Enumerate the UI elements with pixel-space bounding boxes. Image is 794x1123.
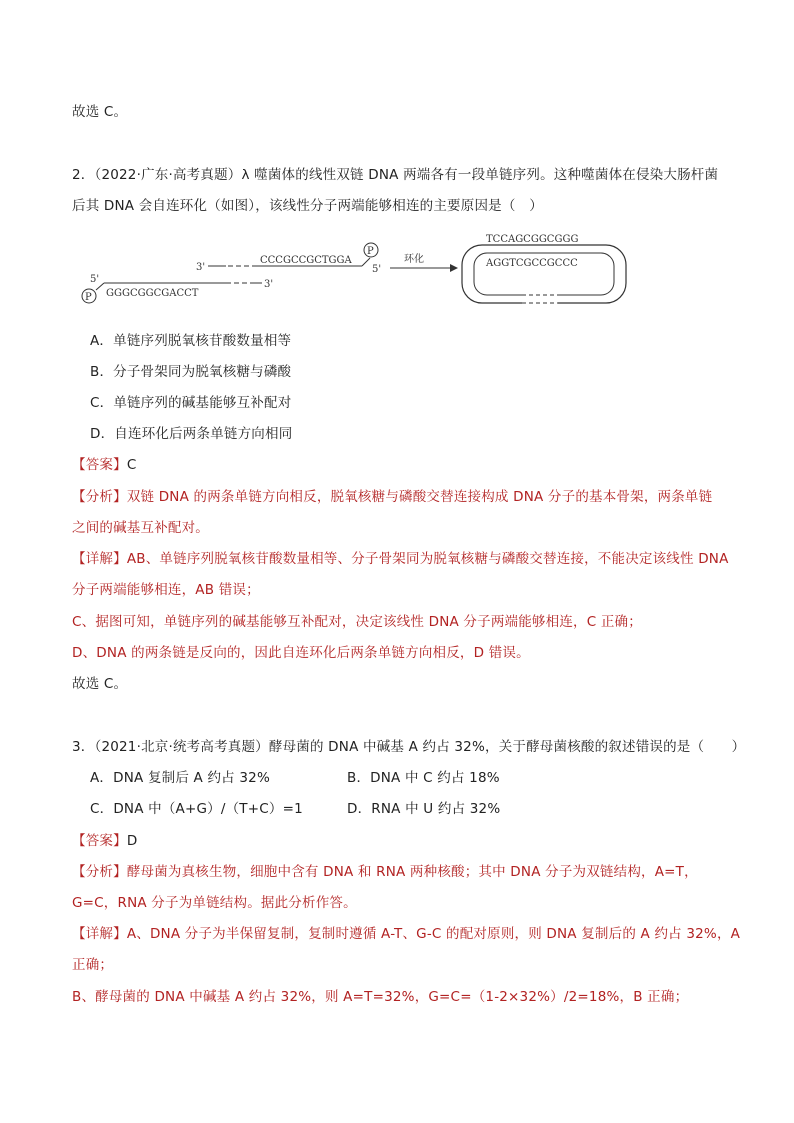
- label-5prime-left: 5': [90, 274, 100, 285]
- answer-tag: 【答案】: [72, 833, 127, 849]
- label-3prime-top: 3': [196, 262, 206, 273]
- q2-conclusion: 故选 C。: [72, 676, 128, 692]
- q3-option-d: D．RNA 中 U 约占 32%: [347, 801, 501, 817]
- q2-detail-line-1: [72, 549, 729, 569]
- arrow-label: 环化: [404, 254, 424, 265]
- q3-option-b: B．DNA 中 C 约占 18%: [347, 770, 500, 786]
- detail-text: A、DNA 分子为半保留复制，复制时遵循 A-T、G-C 的配对原则，则 DNA 复制后的 A 约占 32%，A: [126, 926, 741, 942]
- phosphate-label-right: P: [367, 246, 374, 257]
- answer-value: C: [126, 457, 137, 473]
- label-3prime-bottom: 3': [264, 279, 274, 290]
- analysis-text: 酵母菌为真核生物，细胞中含有 DNA 和 RNA 两种核酸；其中 DNA 分子为双链结构，A=T，: [126, 864, 698, 880]
- bottom-single-strand-seq: GGGCGGCGACCT: [106, 288, 199, 299]
- answer-tag: 【答案】: [72, 457, 127, 473]
- q2-detail-line-3: C、据图可知，单链序列的碱基能够互补配对，决定该线性 DNA 分子两端能够相连，C 正确；: [72, 614, 642, 630]
- q2-stem-line-2: 后其 DNA 会自连环化（如图），该线性分子两端能够相连的主要原因是（ ）: [72, 198, 543, 214]
- q2-answer: [72, 455, 136, 475]
- q2-option-d: D．自连环化后两条单链方向相同: [90, 426, 293, 442]
- q3-answer: [72, 831, 137, 851]
- analysis-text: 双链 DNA 的两条单链方向相反，脱氧核糖与磷酸交替连接构成 DNA 分子的基本骨架，两条单链: [126, 489, 713, 505]
- q3-detail-line-2: 正确；: [72, 957, 114, 973]
- cyclization-arrow: [390, 252, 458, 272]
- q2-option-a: A．单链序列脱氧核苷酸数量相等: [90, 333, 292, 349]
- q2-option-c: C．单链序列的碱基能够互补配对: [90, 395, 292, 411]
- previous-conclusion: 故选 C。: [72, 104, 128, 120]
- q2-detail-line-2: 分子两端能够相连，AB 错误；: [72, 582, 260, 598]
- q2-stem-line-1: 2．（2022·广东·高考真题）λ 噬菌体的线性双链 DNA 两端各有一段单链序列。这种噬菌体在侵染大肠杆菌: [72, 167, 719, 183]
- top-single-strand-seq: CCCGCCGCTGGA: [260, 255, 352, 266]
- analysis-tag: 【分析】: [72, 864, 127, 880]
- ring-top-seq: TCCAGCGGCGGG: [486, 234, 579, 245]
- q2-option-b: B．分子骨架同为脱氧核糖与磷酸: [90, 364, 292, 380]
- q2-analysis-line-1: [72, 487, 712, 507]
- q3-detail-line-1: [72, 924, 740, 944]
- phosphate-label-left: P: [85, 292, 92, 303]
- ring-bottom-seq: AGGTCGCCGCCC: [486, 258, 578, 269]
- q3-option-c: C．DNA 中（A+G）/（T+C）=1: [90, 801, 303, 817]
- analysis-tag: 【分析】: [72, 489, 127, 505]
- label-5prime-right: 5': [372, 264, 382, 275]
- q3-stem: 3．（2021·北京·统考高考真题）酵母菌的 DNA 中碱基 A 约占 32%，关于酵母菌核酸的叙述错误的是（ ）: [72, 739, 746, 755]
- q3-analysis-line-1: [72, 862, 698, 882]
- q2-analysis-line-2: 之间的碱基互补配对。: [72, 520, 209, 536]
- q2-detail-line-4: D、DNA 的两条链是反向的，因此自连环化后两条单链方向相反，D 错误。: [72, 645, 530, 661]
- q3-analysis-line-2: G=C，RNA 分子为单链结构。据此分析作答。: [72, 895, 357, 911]
- q3-detail-line-3: B、酵母菌的 DNA 中碱基 A 约占 32%，则 A=T=32%，G=C=（1-2×32%）/2=18%，B 正确；: [72, 989, 689, 1005]
- detail-tag: 【详解】: [72, 551, 127, 567]
- detail-text: AB、单链序列脱氧核苷酸数量相等、分子骨架同为脱氧核糖与磷酸交替连接，不能决定该线性 DNA: [126, 551, 729, 567]
- linear-dna: [82, 243, 381, 303]
- circular-dna: [462, 234, 626, 303]
- answer-value: D: [126, 833, 138, 849]
- q3-option-a: A．DNA 复制后 A 约占 32%: [90, 770, 270, 786]
- detail-tag: 【详解】: [72, 926, 127, 942]
